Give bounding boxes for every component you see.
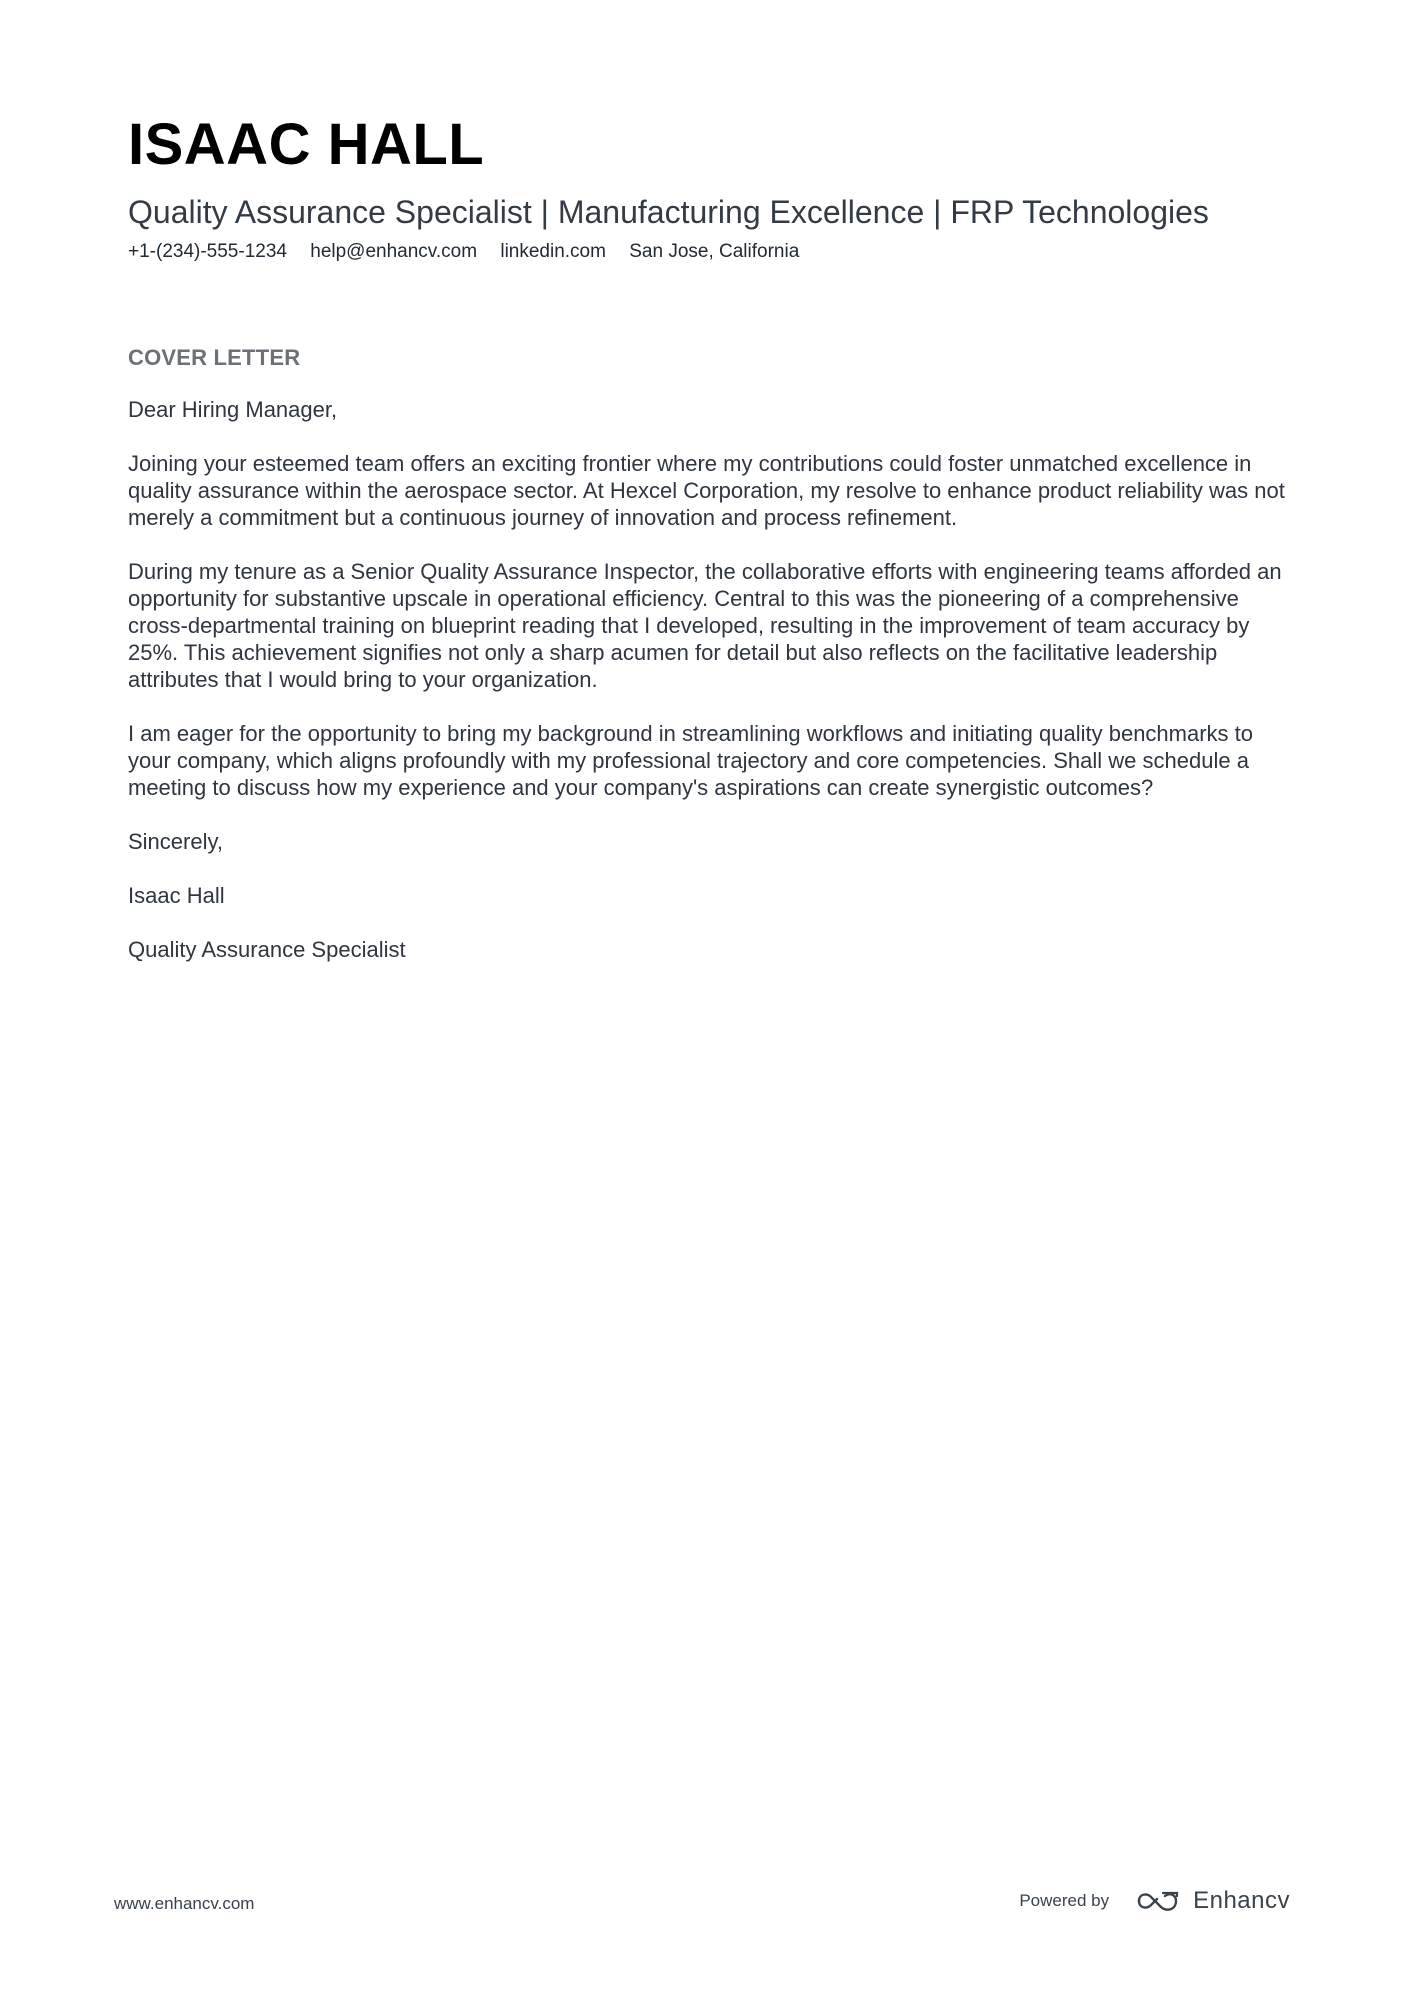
footer-website[interactable]: www.enhancv.com <box>114 1894 255 1913</box>
contact-location: San Jose, California <box>629 241 800 262</box>
closing: Sincerely, <box>128 829 223 854</box>
signature-title: Quality Assurance Specialist <box>128 937 406 962</box>
brand-name: Enhancv <box>1193 1887 1290 1914</box>
enhancv-logo-icon <box>1135 1889 1181 1913</box>
powered-by-label: Powered by <box>1019 1891 1110 1910</box>
headline: Quality Assurance Specialist | Manufacturing Excellence | FRP Technologies <box>128 194 1209 230</box>
paragraph-1: Joining your esteemed team offers an exciting frontier where my contributions could foster unmatched excellence in quality assurance within the aerospace sector. At Hexcel Corporation, my resolve to enhance product reliability was not merely a commitment but a continuous journey of innovation and process refinement. <box>128 451 1285 530</box>
letter-body <box>128 344 1288 990</box>
greeting: Dear Hiring Manager, <box>128 397 338 422</box>
candidate-name: ISAAC HALL <box>128 112 485 177</box>
contact-info <box>128 240 1288 264</box>
paragraph-3: I am eager for the opportunity to bring my background in streamlining workflows and initiating quality benchmarks to your company, which aligns profoundly with my professional trajectory and core competencies. Shall we schedule a meeting to discuss how my experience and your company's aspirations can create synergistic outcomes? <box>128 721 1254 800</box>
contact-linkedin[interactable]: linkedin.com <box>500 241 606 262</box>
contact-phone[interactable]: +1-(234)-555-1234 <box>128 241 287 262</box>
footer-branding[interactable] <box>1019 1881 1290 1921</box>
header <box>128 112 1288 264</box>
signature-name: Isaac Hall <box>128 883 225 908</box>
paragraph-2: During my tenure as a Senior Quality Assurance Inspector, the collaborative efforts with engineering teams afforded an opportunity for substantive upscale in operational efficiency. Central to this was the pioneering of a comprehensive cross-departmental training on blueprint reading that I developed, resulting in the improvement of team accuracy by 25%. This achievement signifies not only a sharp acumen for detail but also reflects on the facilitative leadership attributes that I would bring to your organization. <box>128 559 1282 692</box>
section-title: COVER LETTER <box>128 345 301 370</box>
contact-email[interactable]: help@enhancv.com <box>310 241 478 262</box>
